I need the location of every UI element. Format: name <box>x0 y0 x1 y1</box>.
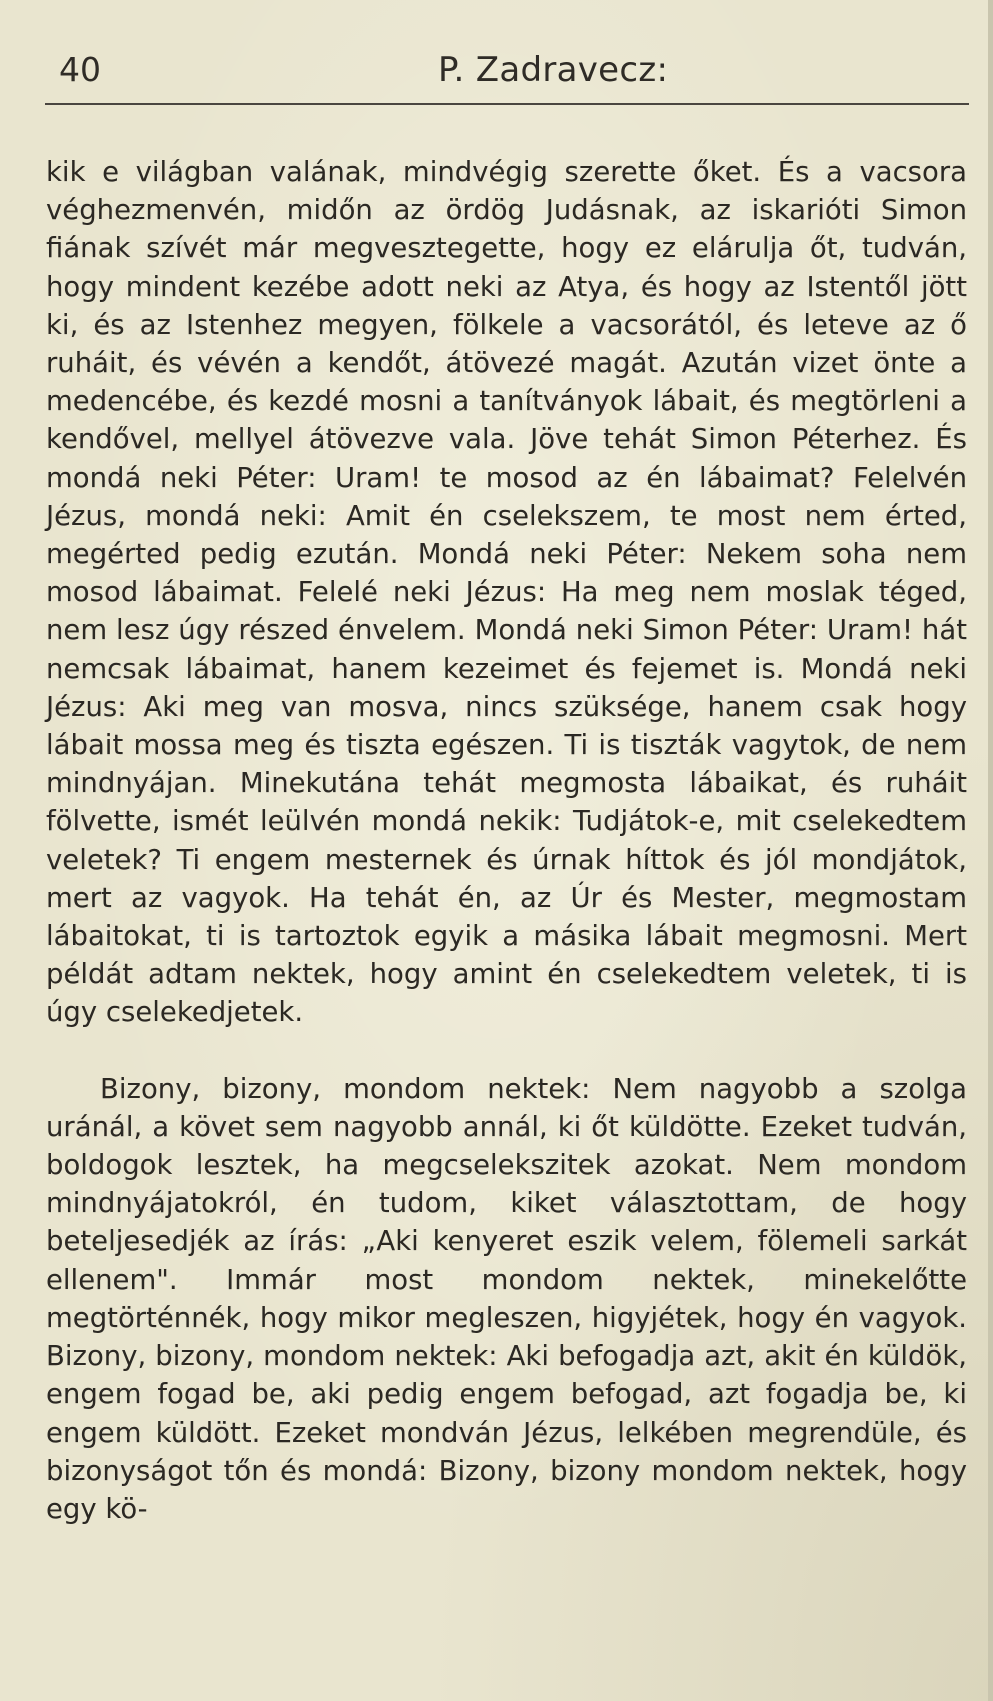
paragraph: Bizony, bizony, mondom nektek: Nem nagyobb a szolga uránál, a követ sem nagyobb annál, ki őt küldötte. Ezeket tudván, boldogok lesztek, ha megcselekszitek azokat. Nem mondom mindnyájatokról, én tudom, kiket választottam, de hogy beteljesedjék az írás: „Aki kenyeret eszik velem, fölemeli sarkát ellenem". Immár most mondom nektek, minekelőtte megtörténnék, hogy mikor megleszen, higyjétek, hogy én vagyok. Bizony, bizony, mondom nektek: Aki befogadja azt, akit én küldök, engem fogad be, aki pedig engem befogad, azt fogadja be, ki engem küldött. Ezeket mondván Jézus, lelkében megrendüle, és bizonyságot tőn és mondá: Bizony, bizony mondom nektek, hogy egy kö- <box>46 1072 967 1525</box>
paragraph: kik e világban valának, mindvégig szerette őket. És a vacsora véghezmenvén, midőn az ördög Judásnak, az iskarióti Simon fiának szívét már megvesztegette, hogy ez elárulja őt, tudván, hogy mindent kezébe adott neki az Atya, és hogy az Istentől jött ki, és az Istenhez megyen, fölkele a vacsorától, és leteve az ő ruháit, és vévén a kendőt, átövezé magát. Azután vizet önte a medencébe, és kezdé mosni a tanítványok lábait, és megtörleni a kendővel, mellyel átövezve vala. Jöve tehát Simon Péterhez. És mondá neki Péter: Uram! te mosod az én lábaimat? Felelvén Jézus, mondá neki: Amit én cselekszem, te most nem érted, megérted pedig ezután. Mondá neki Péter: Nekem soha nem mosod lábaimat. Felelé neki Jézus: Ha meg nem moslak téged, nem lesz úgy részed énvelem. Mondá neki Simon Péter: Uram! hát nemcsak lábaimat, hanem kezeimet és fejemet is. Mondá neki Jézus: Aki meg van mosva, nincs szüksége, hanem csak hogy lábait mossa meg és tiszta egészen. Ti is tiszták vagytok, de nem mindnyájan. Minekutána tehát megmosta lábaikat, és ruháit fölvette, ismét leülvén mondá nekik: Tudjátok-e, mit cselekedtem veletek? Ti engem mesternek és úrnak híttok és jól mondjátok, mert az vagyok. Ha tehát én, az Úr és Mester, megmostam lábaitokat, ti is tartoztok egyik a másika lábait megmosni. Mert példát adtam nektek, hogy amint én cselekedtem veletek, ti is úgy cselekedjetek. <box>46 156 967 1029</box>
page-header <box>45 42 969 92</box>
body-text <box>46 153 967 1528</box>
page-number: 40 <box>59 50 101 89</box>
running-head: P. Zadravecz: <box>438 50 669 90</box>
header-rule <box>45 103 969 105</box>
page-edge <box>988 0 993 1701</box>
